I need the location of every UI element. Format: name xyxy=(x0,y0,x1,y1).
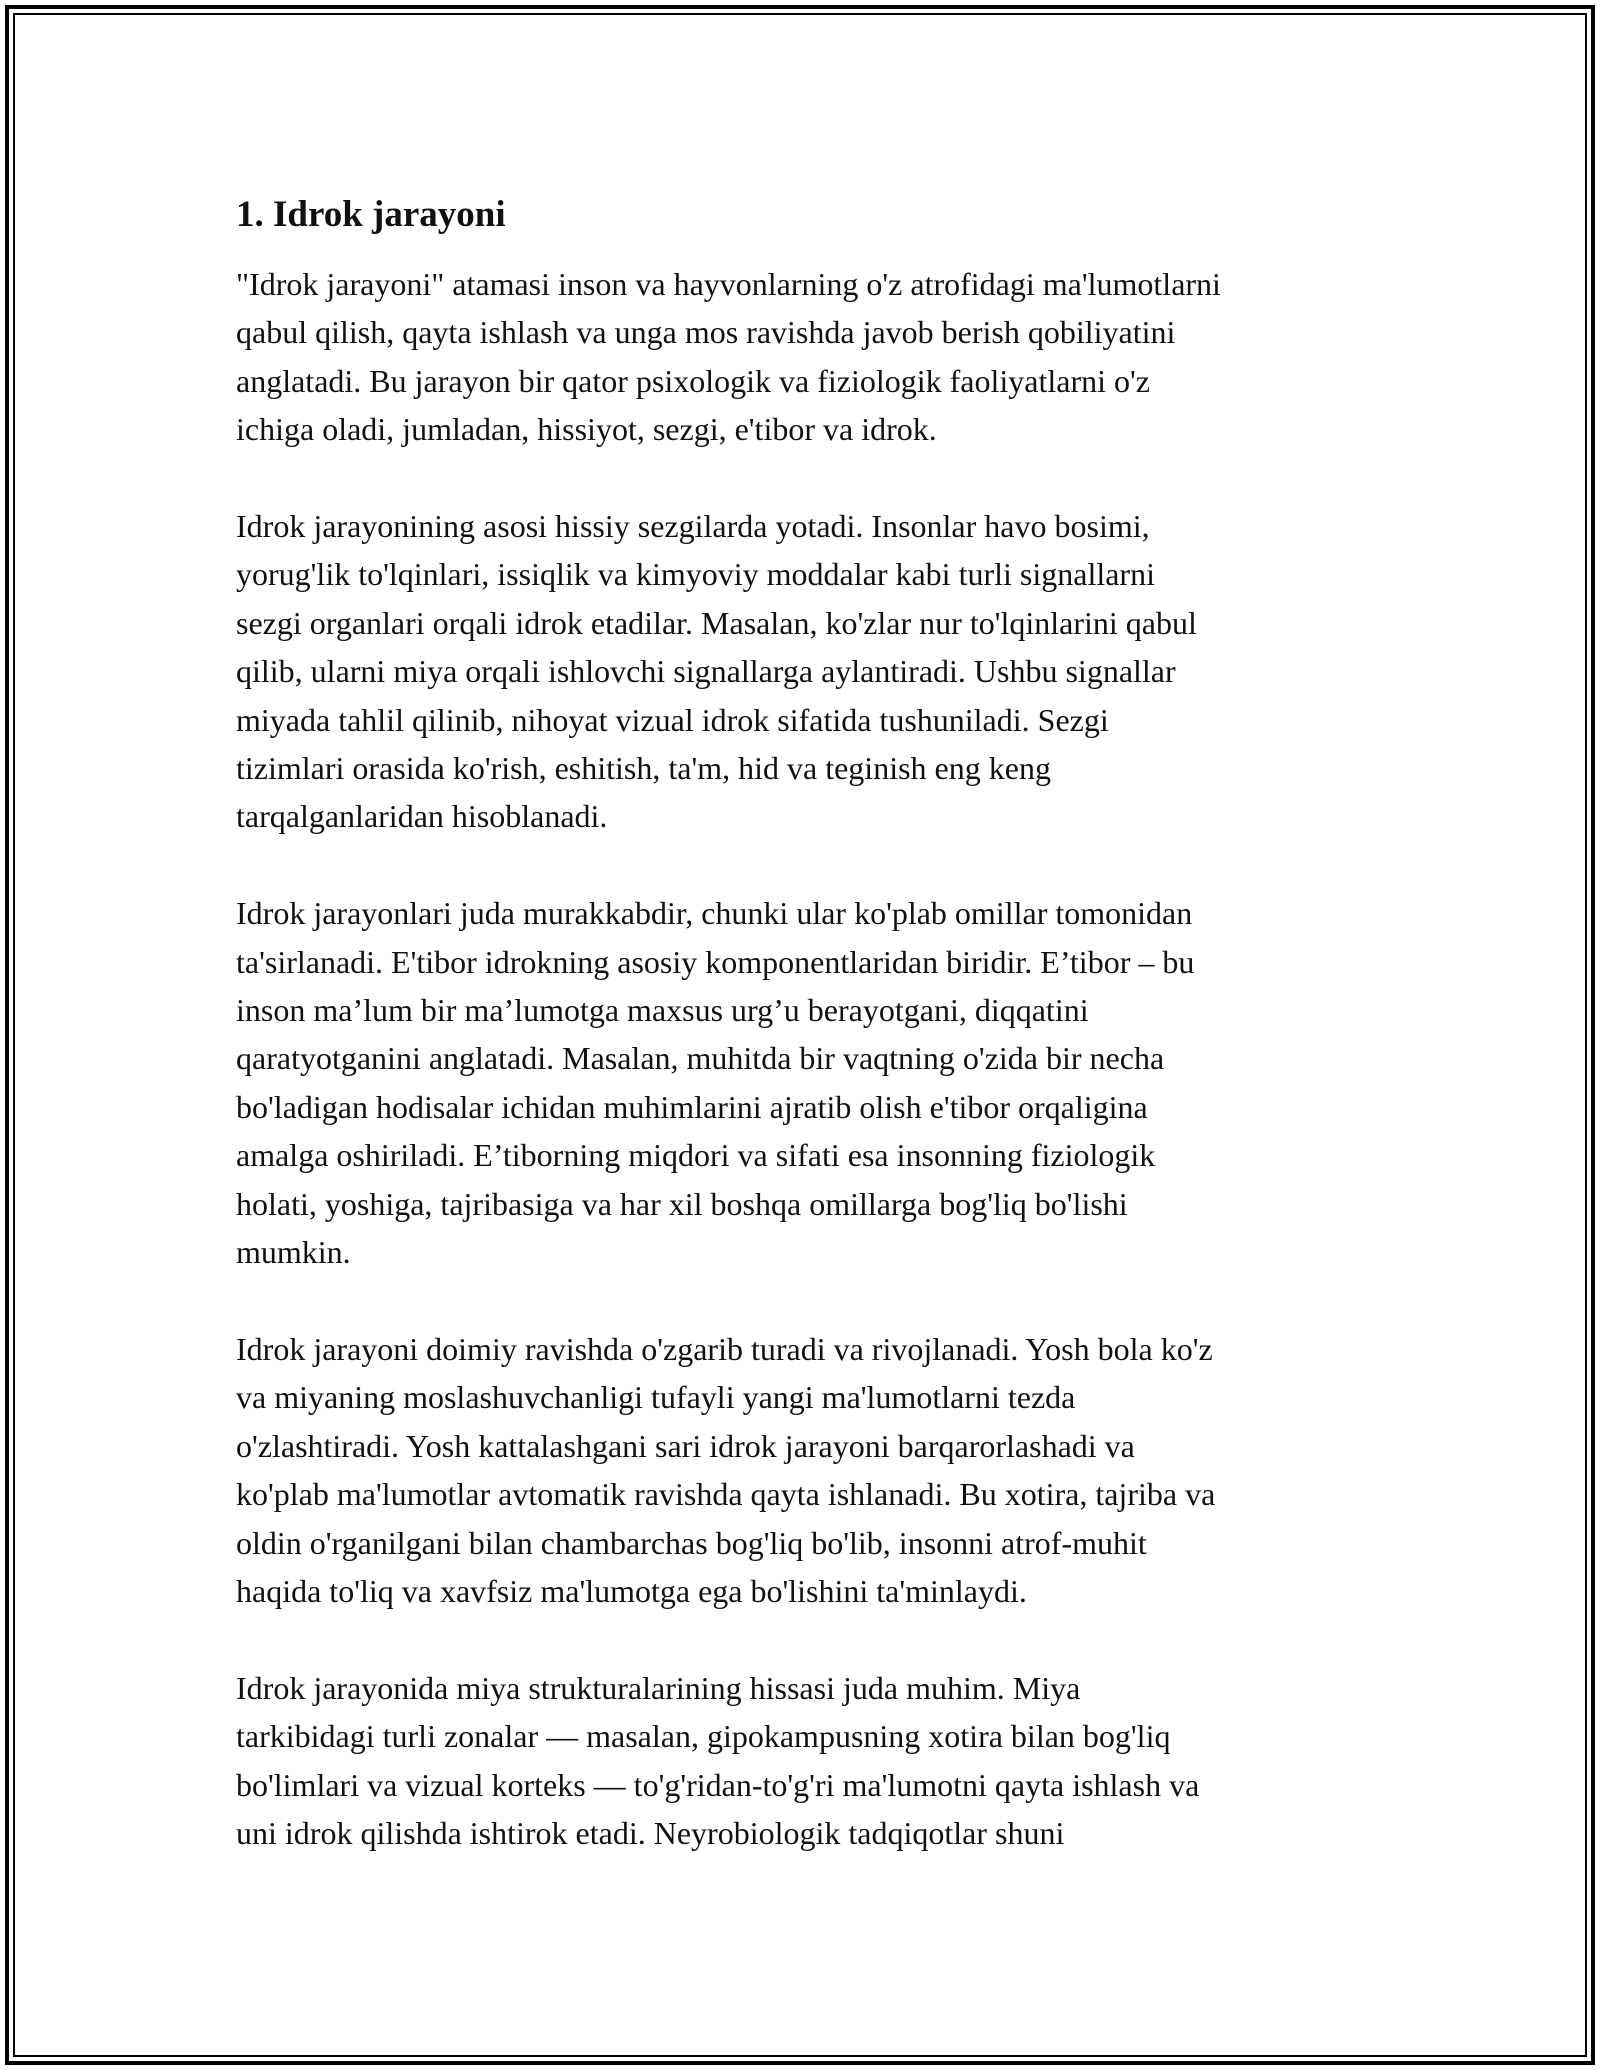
text-line: miyada tahlil qilinib, nihoyat vizual idrok sifatida tushuniladi. Sezgi xyxy=(236,701,1109,738)
text-line: qilib, ularni miya orqali ishlovchi signallarga aylantiradi. Ushbu signallar xyxy=(236,653,1176,690)
text-line: o'zlashtiradi. Yosh kattalashgani sari idrok jarayoni barqarorlashadi va xyxy=(236,1427,1135,1464)
document-body xyxy=(236,188,1386,1857)
text-line: sezgi organlari orqali idrok etadilar. Masalan, ko'zlar nur to'lqinlarini qabul xyxy=(236,604,1197,641)
text-line: ichiga oladi, jumladan, hissiyot, sezgi, e'tibor va idrok. xyxy=(236,411,937,448)
text-line: qabul qilish, qayta ishlash va unga mos ravishda javob berish qobiliyatini xyxy=(236,314,1176,351)
text-line: va miyaning moslashuvchanligi tufayli yangi ma'lumotlarni tezda xyxy=(236,1379,1076,1416)
text-line: Idrok jarayonida miya strukturalarining hissasi juda muhim. Miya xyxy=(236,1669,1081,1706)
text-line: Idrok jarayonining asosi hissiy sezgilarda yotadi. Insonlar havo bosimi, xyxy=(236,508,1150,545)
text-line: amalga oshiriladi. E’tiborning miqdori va sifati esa insonning fiziologik xyxy=(236,1137,1156,1174)
text-line: yorug'lik to'lqinlari, issiqlik va kimyoviy moddalar kabi turli signallarni xyxy=(236,556,1155,593)
text-line: tarkibidagi turli zonalar — masalan, gipokampusning xotira bilan bog'liq xyxy=(236,1718,1171,1755)
text-line: qaratyotganini anglatadi. Masalan, muhitda bir vaqtning o'zida bir necha xyxy=(236,1040,1165,1077)
text-line: ko'plab ma'lumotlar avtomatik ravishda qayta ishlanadi. Bu xotira, tajriba va xyxy=(236,1476,1216,1513)
section-heading: 1. Idrok jarayoni xyxy=(236,194,506,235)
text-line: oldin o'rganilgani bilan chambarchas bog'liq bo'lib, insonni atrof-muhit xyxy=(236,1524,1147,1561)
text-line: tarqalganlaridan hisoblanadi. xyxy=(236,798,608,835)
text-line: holati, yoshiga, tajribasiga va har xil boshqa omillarga bog'liq bo'lishi xyxy=(236,1185,1128,1222)
text-line: "Idrok jarayoni" atamasi inson va hayvonlarning o'z atrofidagi ma'lumotlarni xyxy=(236,266,1221,302)
text-line: ta'sirlanadi. E'tibor idrokning asosiy komponentlaridan biridir. E’tibor – bu xyxy=(236,943,1195,980)
text-line: haqida to'liq va xavfsiz ma'lumotga ega bo'lishini ta'minlaydi. xyxy=(236,1572,1027,1609)
text-line: inson ma’lum bir ma’lumotga maxsus urg’u berayotgani, diqqatini xyxy=(236,992,1089,1029)
text-line: uni idrok qilishda ishtirok etadi. Neyrobiologik tadqiqotlar shuni xyxy=(236,1814,1065,1851)
text-line: anglatadi. Bu jarayon bir qator psixologik va fiziologik faoliyatlarni o'z xyxy=(236,362,1150,399)
text-line: mumkin. xyxy=(236,1234,351,1271)
paragraph-4 xyxy=(236,1325,1386,1615)
paragraph-1 xyxy=(236,260,1386,454)
paragraph-3 xyxy=(236,889,1386,1276)
paragraph-2 xyxy=(236,502,1386,841)
text-line: bo'limlari va vizual korteks — to'g'ridan-to'g'ri ma'lumotni qayta ishlash va xyxy=(236,1766,1200,1803)
text-line: Idrok jarayoni doimiy ravishda o'zgarib turadi va rivojlanadi. Yosh bola ko'z xyxy=(236,1330,1213,1367)
text-line: bo'ladigan hodisalar ichidan muhimlarini ajratib olish e'tibor orqaligina xyxy=(236,1088,1148,1125)
text-line: tizimlari orasida ko'rish, eshitish, ta'm, hid va teginish eng keng xyxy=(236,750,1051,787)
paragraph-5 xyxy=(236,1664,1386,1858)
text-line: Idrok jarayonlari juda murakkabdir, chunki ular ko'plab omillar tomonidan xyxy=(236,895,1193,932)
